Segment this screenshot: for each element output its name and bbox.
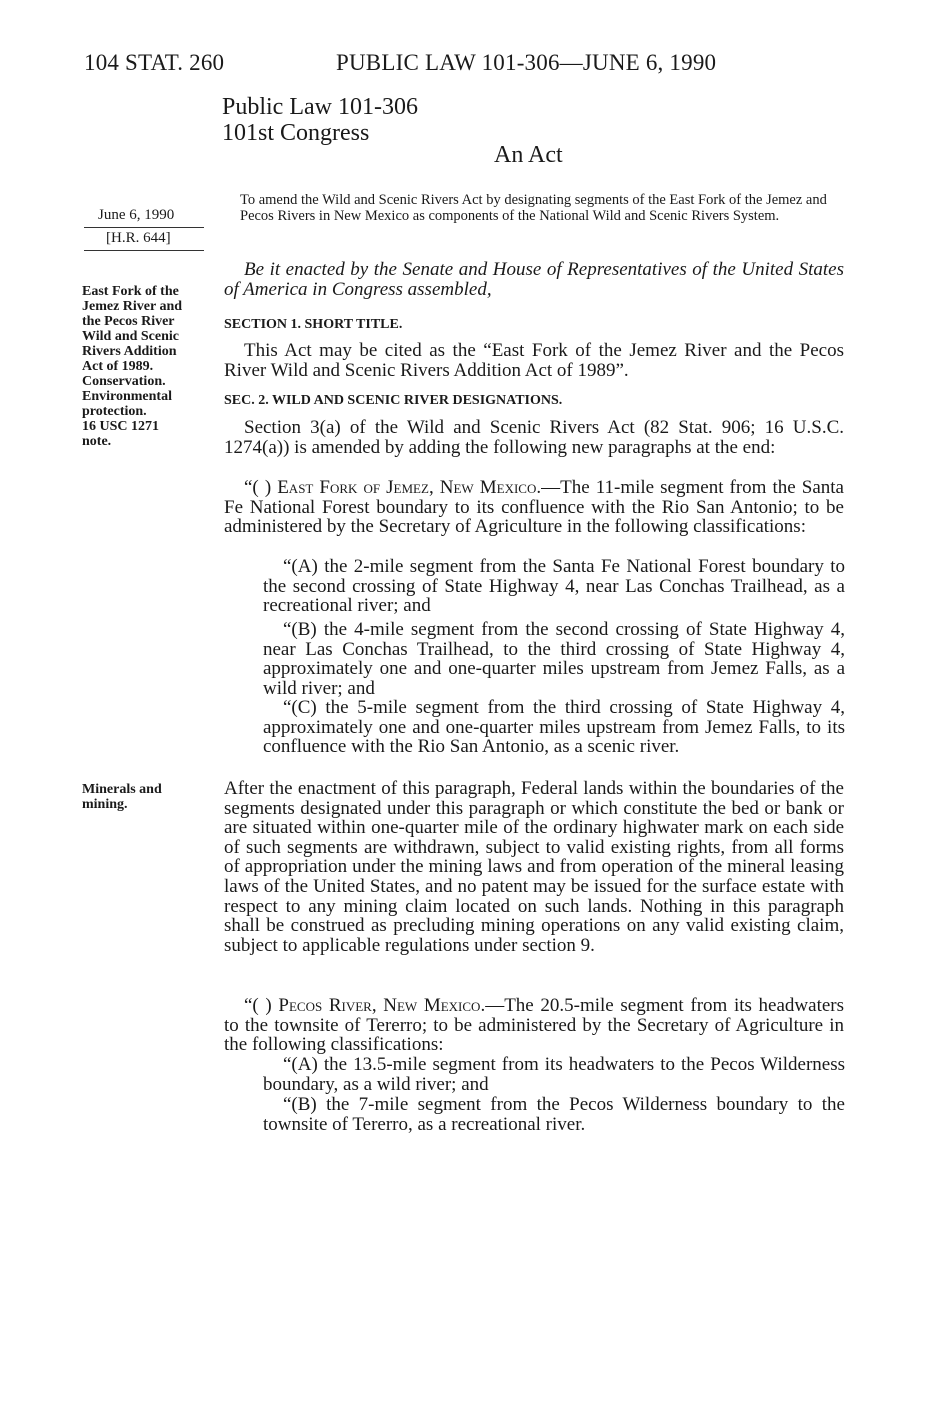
pecos-segment-a: “(A) the 13.5-mile segment from its headwaters to the Pecos Wilderness boundary, as a wild river; and [263, 1054, 845, 1095]
act-label: An Act [494, 142, 563, 168]
margin-note-line: Rivers Addition [82, 344, 177, 359]
pecos-paragraph [224, 996, 844, 1055]
section-2-intro: Section 3(a) of the Wild and Scenic Rivers Act (82 Stat. 906; 16 U.S.C. 1274(a)) is amended by adding the following new paragraphs at the end: [224, 417, 844, 458]
margin-rule [84, 227, 204, 228]
section-2-heading: SEC. 2. WILD AND SCENIC RIVER DESIGNATIONS. [224, 393, 563, 408]
margin-note-line: protection. [82, 404, 147, 419]
margin-note-line: 16 USC 1271 [82, 419, 160, 434]
margin-note-line: Conservation. [82, 374, 166, 389]
margin-note-line: Minerals and [82, 782, 162, 797]
margin-rule [84, 250, 204, 251]
pecos-river-name: Pecos River, New Mexico [278, 995, 481, 1016]
minerals-paragraph: After the enactment of this paragraph, Federal lands within the boundaries of the segments designated under this paragraph or which constitute the bed or bank or are situated within one-quarter mile of the ordinary highwater mark on each side of such segments are withdrawn, subject to valid existing rights, from all forms of appropriation under the mining laws and from operation of the mineral leasing laws of the United States, and no patent may be issued for the surface estate with respect to any mining claim located on such lands. Nothing in this paragraph shall be construed as precluding mining operations on any valid existing claim, subject to applicable regulations under section 9. [224, 778, 844, 956]
margin-note-line: Act of 1989. [82, 359, 154, 374]
margin-note-line: mining. [82, 797, 128, 812]
pecos-segment-b: “(B) the 7-mile segment from the Pecos Wilderness boundary to the townsite of Tererro, as a recreational river. [263, 1094, 845, 1135]
jemez-segment-b: “(B) the 4-mile segment from the second crossing of State Highway 4, near Las Conchas Trailhead, to the third crossing of State Highway 4, approximately one and one-quarter miles upstream from Jemez Falls, as a wild river; and [263, 619, 845, 699]
pecos-description: .—The 20.5-mile segment from its headwaters to the townsite of Tererro; to be administered by the Secretary of Agriculture in the following classifications: [224, 995, 845, 1056]
purpose-statement: To amend the Wild and Scenic Rivers Act by designating segments of the East Fork of the Jemez and Pecos Rivers in New Mexico as components of the National Wild and Scenic Rivers System. [240, 192, 827, 224]
jemez-segment-a: “(A) the 2-mile segment from the Santa Fe National Forest boundary to the second crossing of State Highway 4, near Las Conchas Trailhead, as a recreational river; and [263, 556, 845, 617]
law-number: Public Law 101-306 [222, 94, 418, 120]
page-reference: 104 STAT. 260 [84, 50, 225, 75]
section-1-heading: SECTION 1. SHORT TITLE. [224, 317, 403, 332]
margin-bill-number: [H.R. 644] [106, 230, 171, 246]
section-1-text: This Act may be cited as the “East Fork of the Jemez River and the Pecos River Wild and Scenic Rivers Addition Act of 1989”. [224, 340, 844, 381]
margin-note-line: Jemez River and [82, 299, 183, 314]
jemez-segment-c: “(C) the 5-mile segment from the third crossing of State Highway 4, approximately one and one-quarter miles upstream from Jemez Falls, to its confluence with the Rio San Antonio, as a scenic river. [263, 697, 845, 758]
margin-note-line: note. [82, 434, 112, 449]
enacting-clause: Be it enacted by the Senate and House of Representatives of the United States of America in Congress assembled, [224, 259, 844, 300]
pecos-lead: “( ) [244, 995, 279, 1016]
margin-note-line: Wild and Scenic [82, 329, 179, 344]
margin-note-line: East Fork of the [82, 284, 179, 299]
margin-notes-primary [82, 284, 217, 449]
margin-note-line: the Pecos River [82, 314, 175, 329]
jemez-description: .—The 11-mile segment from the Santa Fe National Forest boundary to its confluence with the Rio San Antonio; to be administered by the Secretary of Agriculture in the following classifications: [224, 477, 844, 538]
running-title: PUBLIC LAW 101-306—JUNE 6, 1990 [336, 50, 717, 75]
jemez-lead: “( ) [244, 477, 278, 498]
margin-notes-minerals [82, 782, 217, 812]
jemez-paragraph [224, 478, 844, 537]
jemez-river-name: East Fork of Jemez, New Mexico [277, 477, 537, 498]
margin-note-line: Environmental [82, 389, 172, 404]
congress-label: 101st Congress [222, 120, 370, 146]
margin-date: June 6, 1990 [98, 207, 175, 223]
